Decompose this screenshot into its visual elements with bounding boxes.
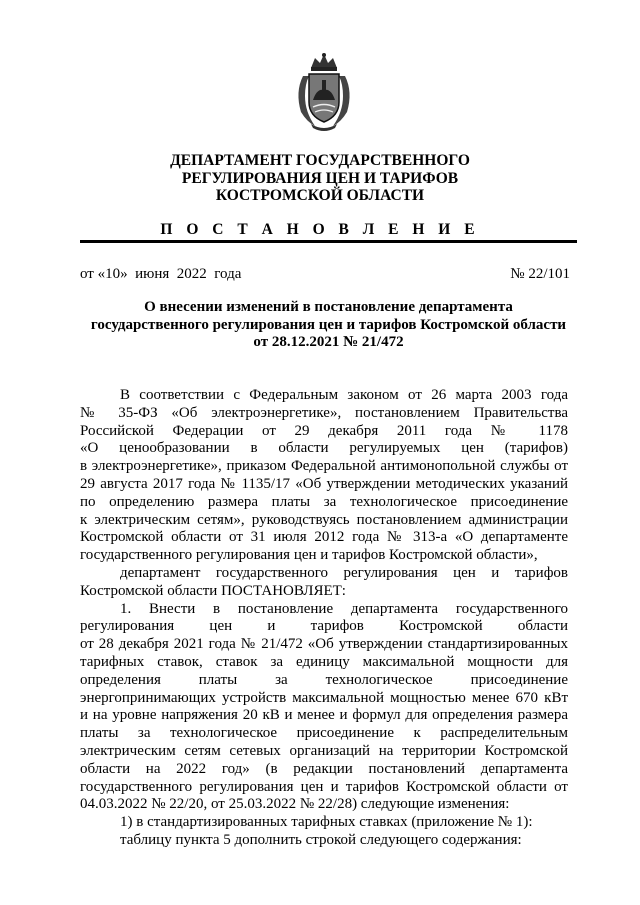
body-line: и на уровне напряжения 20 кВ и менее и формул для определения размера: [80, 707, 568, 724]
document-subject: [80, 299, 577, 352]
body-line: регулирования цен и тарифов Костромской области: [80, 618, 568, 635]
body-line: «О ценообразовании в области регулируемых цен (тарифов): [80, 440, 568, 457]
body-line: государственного регулирования цен и тарифов Костромской области»,: [80, 547, 538, 564]
body-line: в электроэнергетике», приказом Федеральной антимонопольной службы от: [80, 458, 568, 475]
body-line: Костромской области от 31 июля 2012 года № 313-а «О департаменте: [80, 529, 568, 546]
body-line: области на 2022 год» (в редакции постановлений департамента: [80, 760, 568, 777]
body-line: 1) в стандартизированных тарифных ставках (приложение № 1):: [120, 814, 533, 831]
department-line-2: РЕГУЛИРОВАНИЯ ЦЕН И ТАРИФОВ: [181, 169, 459, 187]
subject-line-1: О внесении изменений в постановление департамента: [144, 299, 513, 315]
coat-of-arms-icon: [293, 52, 355, 132]
body-line: тарифных ставок, ставок за единицу максимальной мощности для: [80, 653, 568, 670]
body-line: 1. Внести в постановление департамента государственного: [120, 600, 568, 617]
body-line: 04.03.2022 № 22/20, от 25.03.2022 № 22/28) следующие изменения:: [80, 796, 510, 813]
subject-line-2: государственного регулирования цен и тарифов Костромской области: [90, 316, 567, 333]
body-line: 29 августа 2017 года № 1135/17 «Об утверждении методических указаний: [80, 475, 568, 492]
body-line: В соответствии с Федеральным законом от 26 марта 2003 года: [120, 387, 568, 403]
body-line: энергопринимающих устройств максимальной мощностью менее 670 кВт: [80, 689, 568, 706]
body-line: № 35-ФЗ «Об электроэнергетике», постановлением Правительства: [80, 404, 568, 421]
document-type-title: П О С Т А Н О В Л Е Н И Е: [160, 221, 480, 238]
body-line: электрическим сетям сетевых организаций на территории Костромской: [80, 742, 568, 759]
body-line: Костромской области ПОСТАНОВЛЯЕТ:: [80, 582, 346, 599]
subject-line-3: от 28.12.2021 № 21/472: [253, 334, 404, 350]
body-line: определения платы за технологическое присоединение: [80, 671, 568, 688]
document-date: от «10» июня 2022 года: [80, 266, 242, 282]
body-line: Российской Федерации от 29 декабря 2011 года № 1178: [80, 422, 568, 439]
body-line: по определению размера платы за технологическое присоединение: [80, 493, 568, 510]
department-line-3: КОСТРОМСКОЙ ОБЛАСТИ: [215, 187, 425, 204]
body-line: от 28 декабря 2021 года № 21/472 «Об утверждении стандартизированных: [80, 636, 568, 653]
body-line: платы за технологическое присоединение к распределительным: [80, 725, 568, 742]
body-line: государственного регулирования цен и тарифов Костромской области от: [80, 778, 568, 795]
header-divider: [80, 240, 577, 243]
department-line-1: ДЕПАРТАМЕНТ ГОСУДАРСТВЕННОГО: [170, 152, 470, 169]
body-line: к электрическим сетям», руководствуясь постановлением администрации: [80, 511, 568, 528]
body-line: таблицу пункта 5 дополнить строкой следующего содержания:: [120, 831, 522, 848]
department-name: [80, 152, 560, 205]
document-body: [80, 387, 568, 850]
body-line: департамент государственного регулирования цен и тарифов: [120, 564, 568, 581]
document-number: № 22/101: [510, 266, 570, 282]
